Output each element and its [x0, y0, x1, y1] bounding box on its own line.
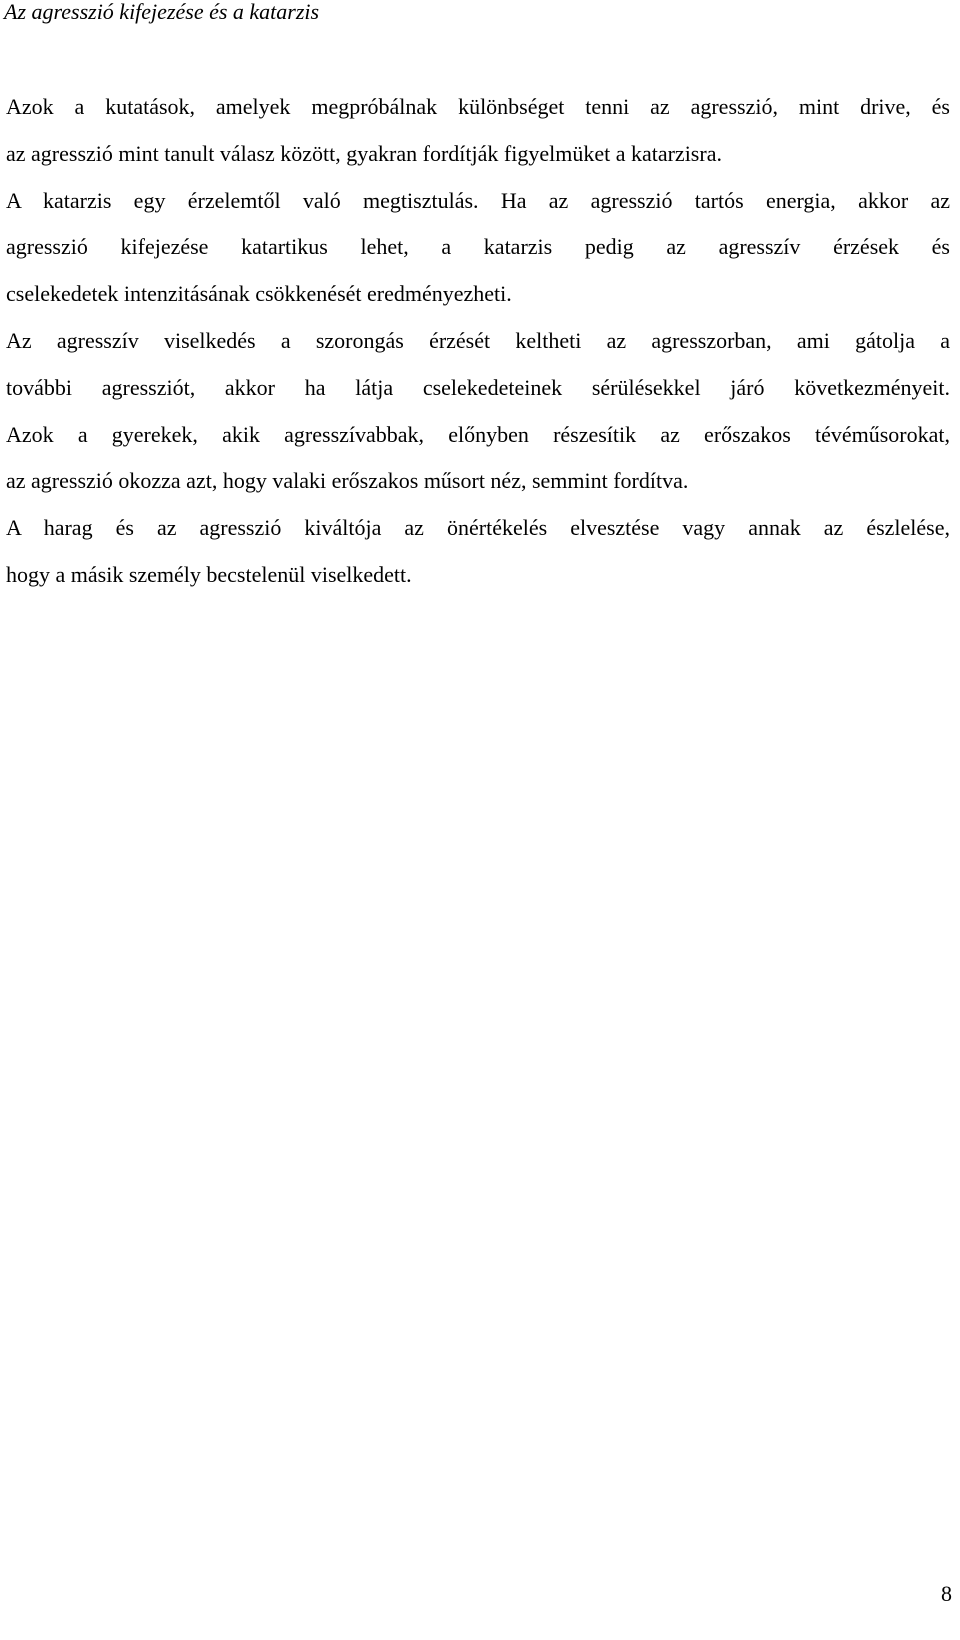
page-number: 8: [941, 1581, 952, 1606]
text-line: A harag és az agresszió kiváltója az önértékelés elvesztése vagy annak az észlelése,: [6, 515, 950, 541]
text-line: az agresszió mint tanult válasz között, gyakran fordítják figyelmüket a katarzisra.: [6, 140, 722, 166]
text-line: Az agresszív viselkedés a szorongás érzését keltheti az agresszorban, ami gátolja a: [6, 327, 950, 353]
text-line: cselekedetek intenzitásának csökkenését eredményezheti.: [6, 281, 512, 307]
text-line: hogy a másik személy becstelenül viselkedett.: [6, 561, 412, 587]
page-header-title: Az agresszió kifejezése és a katarzis: [4, 0, 320, 24]
text-line: Azok a gyerekek, akik agresszívabbak, előnyben részesítik az erőszakos tévéműsorokat,: [6, 421, 950, 447]
text-line: az agresszió okozza azt, hogy valaki erőszakos műsort néz, semmint fordítva.: [6, 468, 689, 494]
text-line: Azok a kutatások, amelyek megpróbálnak különbséget tenni az agresszió, mint drive, és: [6, 94, 950, 119]
text-line: A katarzis egy érzelemtől való megtisztulás. Ha az agresszió tartós energia, akkor az: [6, 187, 950, 213]
text-line: agresszió kifejezése katartikus lehet, a katarzis pedig az agresszív érzések és: [6, 234, 950, 260]
text-line: további agressziót, akkor ha látja cselekedeteinek sérülésekkel járó következményeit.: [6, 374, 950, 400]
body-text: [6, 84, 950, 599]
